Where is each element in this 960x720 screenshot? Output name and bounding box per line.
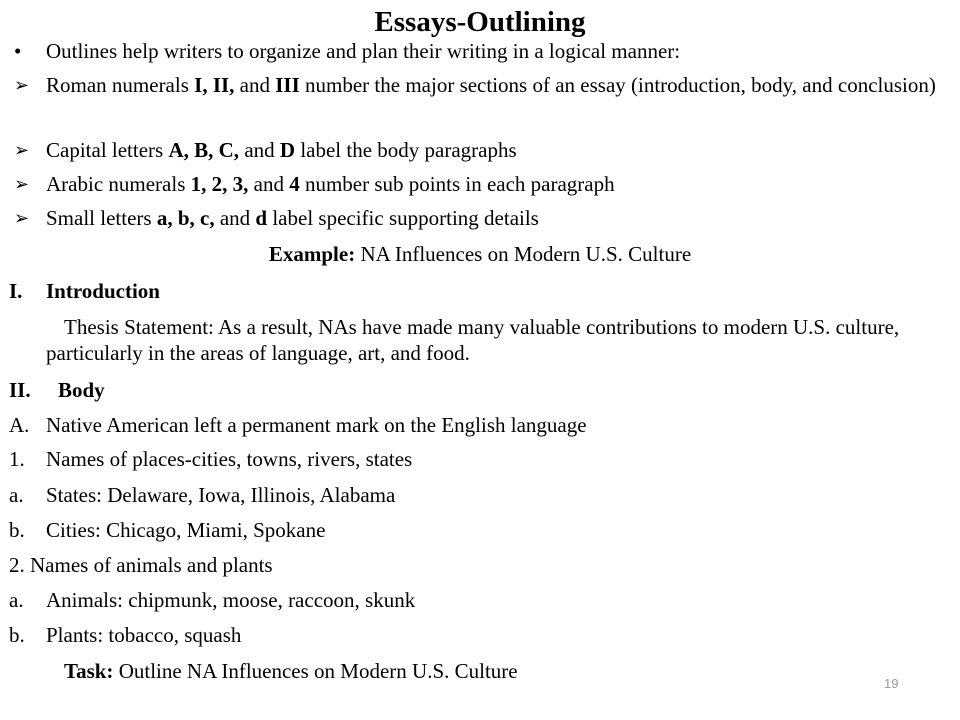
outline-number: II.: [9, 378, 31, 402]
outline-heading-text: Body: [58, 378, 105, 402]
item-text-mid: and: [234, 73, 276, 97]
item-text-bold2: 4: [289, 172, 300, 196]
list-item-text: [46, 171, 615, 197]
item-text-bold: A, B, C,: [168, 138, 240, 162]
item-text-bold: a, b, c,: [156, 206, 215, 230]
item-text-bold2: d: [255, 206, 268, 230]
list-item-text: [46, 205, 539, 231]
outline-number: a.: [9, 588, 24, 612]
task-label: Task:: [64, 659, 114, 683]
outline-item-text: Native American left a permanent mark on the English language: [46, 413, 587, 437]
item-text-pre: Arabic numerals: [46, 172, 191, 196]
item-text-post: number sub points in each paragraph: [299, 172, 615, 196]
outline-heading-text: Introduction: [46, 279, 160, 303]
outline-number: b.: [9, 518, 25, 542]
task-line: [64, 658, 518, 684]
outline-item-text: 2. Names of animals and plants: [9, 553, 273, 577]
item-text-pre: Roman numerals: [46, 73, 195, 97]
arrow-bullet-icon: ➢: [14, 174, 30, 194]
outline-item-text: Cities: Chicago, Miami, Spokane: [46, 518, 326, 542]
slide-title: Essays-Outlining: [374, 6, 586, 38]
list-item-text: [46, 72, 940, 98]
item-text-mid: and: [214, 206, 256, 230]
bullet-icon: •: [14, 39, 22, 63]
outline-number: 1.: [9, 447, 25, 471]
item-text-post: number the major sections of an essay (introduction, body, and conclusion): [299, 73, 936, 97]
outline-number: b.: [9, 623, 25, 647]
item-text-pre: Capital letters: [46, 138, 169, 162]
outline-number: a.: [9, 483, 24, 507]
outline-item-2: [9, 552, 273, 578]
outline-item-text: Names of places-cities, towns, rivers, states: [46, 447, 413, 471]
arrow-bullet-icon: ➢: [14, 140, 30, 160]
outline-number: I.: [9, 279, 23, 303]
item-text-bold2: III: [275, 73, 300, 97]
item-text-pre: Small letters: [46, 206, 157, 230]
item-text-bold: I, II,: [194, 73, 235, 97]
example-label: Example:: [268, 242, 356, 266]
arrow-bullet-icon: ➢: [14, 208, 30, 228]
list-item-text: [46, 137, 517, 163]
item-text-mid: and: [248, 172, 290, 196]
thesis-statement: [46, 314, 940, 366]
outline-number: A.: [9, 413, 30, 437]
item-text-post: label specific supporting details: [267, 206, 539, 230]
arrow-bullet-icon: ➢: [14, 75, 30, 95]
item-text-post: label the body paragraphs: [295, 138, 517, 162]
item-text-bold2: D: [279, 138, 296, 162]
example-line: [0, 241, 960, 267]
item-text-bold: 1, 2, 3,: [190, 172, 249, 196]
example-text: NA Influences on Modern U.S. Culture: [355, 242, 692, 266]
thesis-text: Thesis Statement: As a result, NAs have made many valuable contributions to modern U.S. culture, particularly in the areas of language, art, and food.: [46, 315, 900, 365]
outline-item-text: States: Delaware, Iowa, Illinois, Alabama: [46, 483, 396, 507]
outline-item-text: Plants: tobacco, squash: [46, 623, 242, 647]
list-item: [0, 72, 940, 124]
intro-text: Outlines help writers to organize and plan their writing in a logical manner:: [46, 39, 681, 63]
outline-item-text: Animals: chipmunk, moose, raccoon, skunk: [46, 588, 416, 612]
item-text-mid: and: [239, 138, 280, 162]
task-text: Outline NA Influences on Modern U.S. Culture: [113, 659, 518, 683]
page-number: 19: [884, 676, 899, 691]
